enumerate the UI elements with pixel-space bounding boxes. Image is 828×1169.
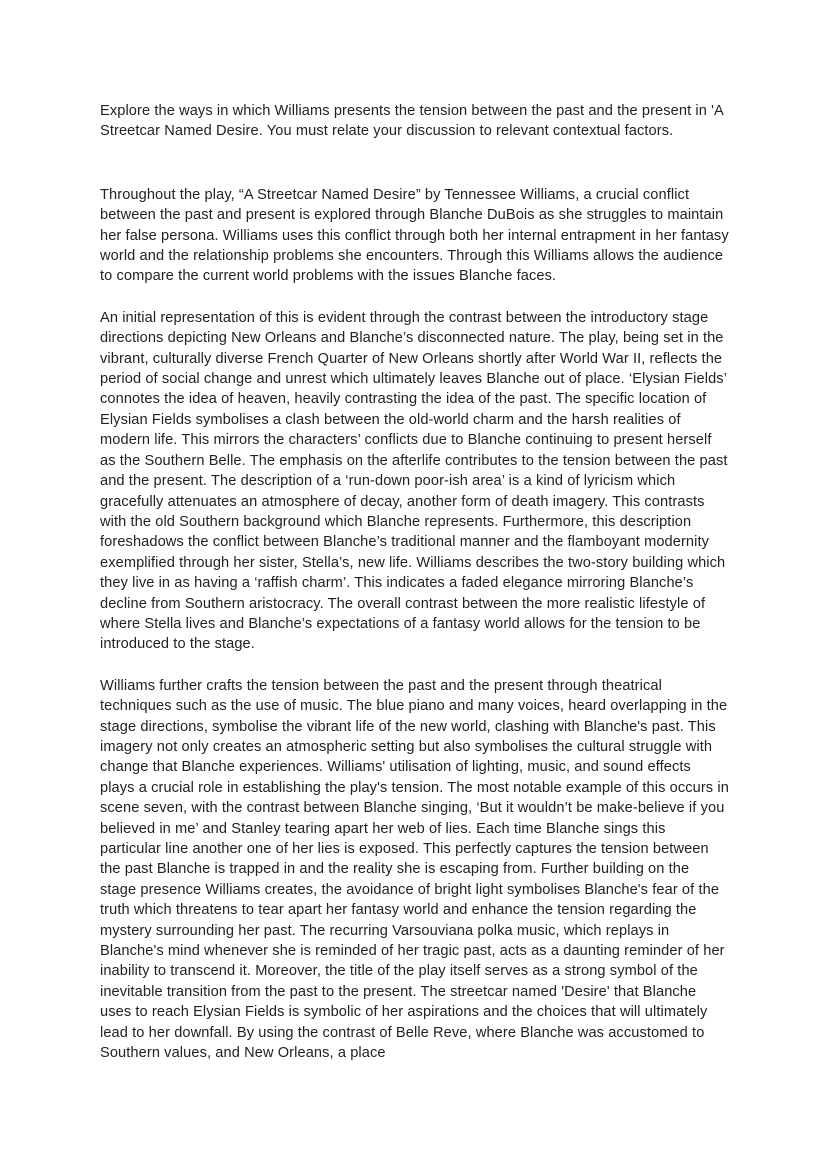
essay-paragraphs [100, 185, 729, 1064]
essay-paragraph: Throughout the play, “A Streetcar Named Desire” by Tennessee Williams, a crucial conflict between the past and present is explored through Blanche DuBois as she struggles to maintain her false persona. Williams uses this conflict through both her internal entrapment in her fantasy world and the relationship problems she encounters. Through this Williams allows the audience to compare the current world problems with the issues Blanche faces. [100, 186, 729, 285]
essay-body [100, 101, 729, 1063]
essay-paragraph: An initial representation of this is evident through the contrast between the introductory stage directions depicting New Orleans and Blanche’s disconnected nature. The play, being set in the vibrant, culturally diverse French Quarter of New Orleans shortly after World War II, reflects the period of social change and unrest which ultimately leaves Blanche out of place. ‘Elysian Fields’ connotes the idea of heaven, heavily contrasting the idea of the past. The specific location of Elysian Fields symbolises a clash between the old-world charm and the harsh realities of modern life. This mirrors the characters’ conflicts due to Blanche continuing to present herself as the Southern Belle. The emphasis on the afterlife contributes to the tension between the past and the present. The description of a ‘run-down poor-ish area’ is a kind of lyricism which gracefully attenuates an atmosphere of decay, another form of death imagery. This contrasts with the old Southern background which Blanche represents. Furthermore, this description foreshadows the conflict between Blanche’s traditional manner and the flamboyant modernity exemplified through her sister, Stella’s, new life. Williams describes the two-story building which they live in as having a ‘raffish charm’. This indicates a faded elegance mirroring Blanche’s decline from Southern aristocracy. The overall contrast between the more realistic lifestyle of where Stella lives and Blanche’s expectations of a fantasy world allows for the tension to be introduced to the stage. [100, 309, 728, 653]
essay-paragraph: Williams further crafts the tension between the past and the present through theatrical techniques such as the use of music. The blue piano and many voices, heard overlapping in the stage directions, symbolise the vibrant life of the new world, clashing with Blanche's past. This imagery not only creates an atmospheric setting but also symbolises the cultural struggle with change that Blanche experiences. Williams' utilisation of lighting, music, and sound effects plays a crucial role in establishing the play's tension. The most notable example of this occurs in scene seven, with the contrast between Blanche singing, ‘But it wouldn’t be make-believe if you believed in me’ and Stanley tearing apart her web of lies. Each time Blanche sings this particular line another one of her lies is exposed. This perfectly captures the tension between the past Blanche is trapped in and the reality she is escaping from. Further building on the stage presence Williams creates, the avoidance of bright light symbolises Blanche's fear of the truth which threatens to tear apart her fantasy world and enhance the tension regarding the mystery surrounding her past. The recurring Varsouviana polka music, which replays in Blanche's mind whenever she is reminded of her tragic past, acts as a daunting reminder of her inability to transcend it. Moreover, the title of the play itself serves as a strong symbol of the inevitable transition from the past to the present. The streetcar named 'Desire' that Blanche uses to reach Elysian Fields is symbolic of her aspirations and the choices that will ultimately lead to her downfall. By using the contrast of Belle Reve, where Blanche was accustomed to Southern values, and New Orleans, a place [100, 677, 729, 1062]
essay-question: Explore the ways in which Williams presents the tension between the past and the present in 'A Streetcar Named Desire. You must relate your discussion to relevant contextual factors. [100, 103, 724, 140]
